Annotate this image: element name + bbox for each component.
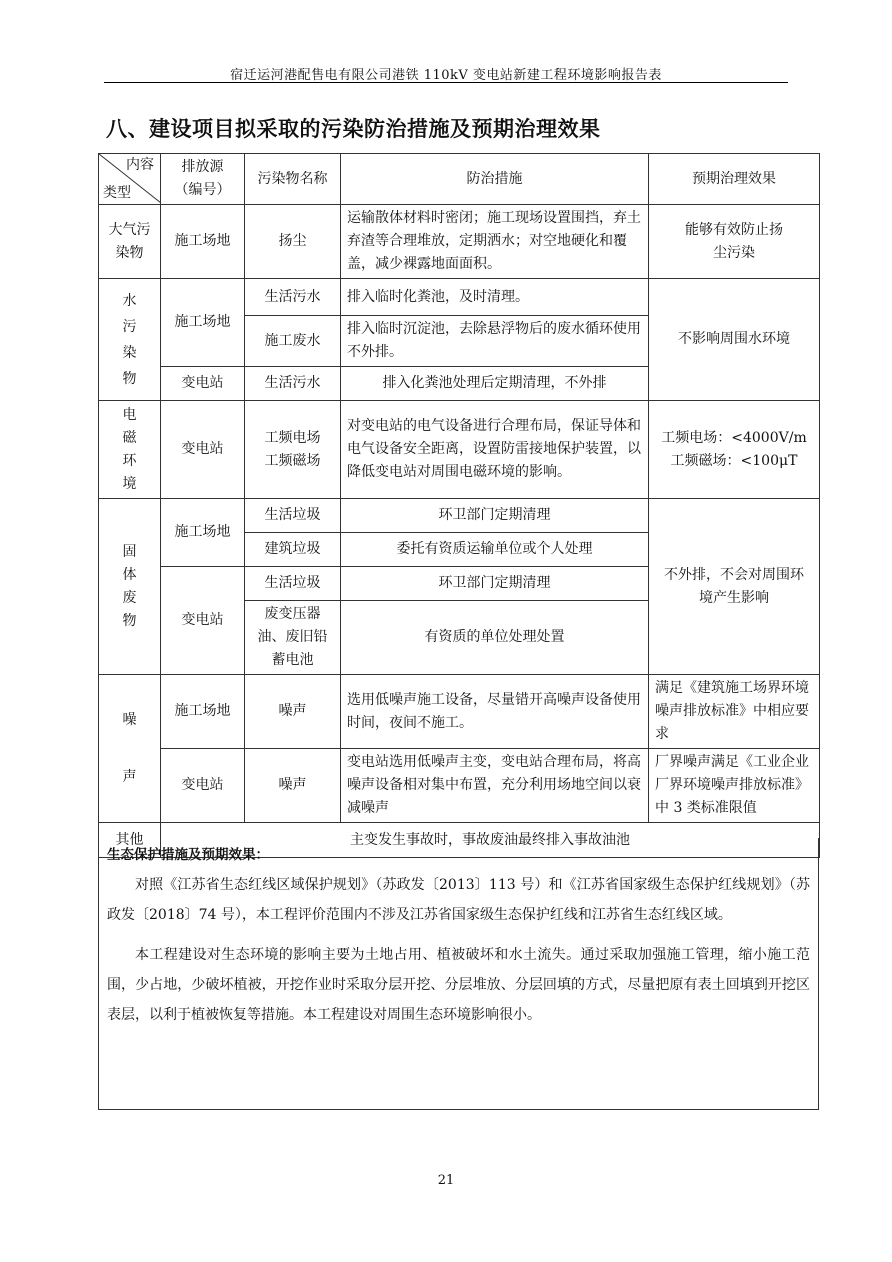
pollutant-solid-4: 废变压器油、废旧铅蓄电池	[245, 601, 341, 675]
effect-noise-2: 厂界噪声满足《工业企业厂界环境噪声排放标准》中 3 类标准限值	[649, 749, 820, 823]
type-noise-bottom: 声	[122, 768, 137, 785]
source-noise-construction: 施工场地	[161, 675, 245, 749]
type-noise-top: 噪	[122, 711, 137, 728]
type-solid-text: 固体废物	[122, 543, 137, 629]
table-row-em	[99, 401, 820, 499]
measure-solid-1: 环卫部门定期清理	[341, 499, 649, 533]
source-water-construction: 施工场地	[161, 279, 245, 367]
effect-em: 工频电场：<4000V/m 工频磁场：<100μT	[649, 401, 820, 499]
effect-water: 不影响周围水环境	[649, 279, 820, 401]
eco-paragraph-2: 本工程建设对生态环境的影响主要为土地占用、植被破坏和水土流失。通过采取加强施工管理，缩小施工范围，少占地，少破坏植被，开挖作业时采取分层开挖、分层堆放、分层回填的方式，尽量把原有表土回填到开挖区表层，以利于植被恢复等措施。本工程建设对周围生态环境影响很小。	[107, 947, 810, 1023]
type-water-text: 水污染物	[122, 292, 137, 387]
measure-water-3: 排入化粪池处理后定期清理，不外排	[341, 367, 649, 401]
other-text: 主变发生事故时，事故废油最终排入事故油池	[161, 823, 820, 858]
eco-title: 生态保护措施及预期效果：	[107, 847, 269, 863]
diagonal-header-cell	[99, 154, 161, 205]
pollutant-noise-2: 噪声	[245, 749, 341, 823]
col-header-pollutant: 污染物名称	[245, 154, 341, 205]
type-water	[99, 279, 161, 401]
pollutant-water-3: 生活污水	[245, 367, 341, 401]
pollutant-em: 工频电场 工频磁场	[245, 401, 341, 499]
pollutant-water-1: 生活污水	[245, 279, 341, 316]
type-em-text: 电磁环境	[122, 406, 137, 492]
source-solid-construction: 施工场地	[161, 499, 245, 567]
measure-solid-3: 环卫部门定期清理	[341, 567, 649, 601]
source-noise-substation: 变电站	[161, 749, 245, 823]
measure-water-2: 排入临时沉淀池，去除悬浮物后的废水循环使用不外排。	[341, 316, 649, 367]
diag-label-type: 类型	[103, 185, 131, 201]
pollutant-solid-3: 生活垃圾	[245, 567, 341, 601]
type-other: 其他	[99, 823, 161, 858]
table-row-air	[99, 205, 820, 279]
measure-solid-4: 有资质的单位处理处置	[341, 601, 649, 675]
pollutant-water-2: 施工废水	[245, 316, 341, 367]
col-header-source: 排放源 （编号）	[161, 154, 245, 205]
page-number: 21	[437, 1173, 455, 1188]
type-air: 大气污染物	[99, 205, 161, 279]
source-em: 变电站	[161, 401, 245, 499]
col-header-effect: 预期治理效果	[649, 154, 820, 205]
measure-em: 对变电站的电气设备进行合理布局，保证导体和电气设备安全距离，设置防雷接地保护装置，以降低变电站对周围电磁环境的影响。	[341, 401, 649, 499]
eco-protection-section	[98, 838, 819, 1110]
pollutant-air: 扬尘	[245, 205, 341, 279]
measure-air: 运输散体材料时密闭；施工现场设置围挡，弃土弃渣等合理堆放，定期洒水；对空地硬化和覆盖，减少裸露地面面积。	[341, 205, 649, 279]
source-solid-substation: 变电站	[161, 567, 245, 675]
section-title: 八、建设项目拟采取的污染防治措施及预期治理效果	[106, 117, 601, 141]
type-solid	[99, 499, 161, 675]
source-water-substation: 变电站	[161, 367, 245, 401]
table-header-row	[99, 154, 820, 205]
table-row-noise-1	[99, 675, 820, 749]
measure-noise-2: 变电站选用低噪声主变，变电站合理布局，将高噪声设备相对集中布置，充分利用场地空间以衰减噪声	[341, 749, 649, 823]
measure-water-1: 排入临时化粪池，及时清理。	[341, 279, 649, 316]
type-noise	[99, 675, 161, 823]
col-header-measure: 防治措施	[341, 154, 649, 205]
running-header: 宿迁运河港配售电有限公司港铁 110kV 变电站新建工程环境影响报告表	[230, 68, 662, 83]
pollutant-solid-2: 建筑垃圾	[245, 533, 341, 567]
pollutant-noise-1: 噪声	[245, 675, 341, 749]
source-air: 施工场地	[161, 205, 245, 279]
effect-solid: 不外排，不会对周围环境产生影响	[649, 499, 820, 675]
pollutant-solid-1: 生活垃圾	[245, 499, 341, 533]
measure-noise-1: 选用低噪声施工设备，尽量错开高噪声设备使用时间，夜间不施工。	[341, 675, 649, 749]
type-em	[99, 401, 161, 499]
pollution-control-table	[98, 153, 820, 858]
effect-air: 能够有效防止扬尘污染	[649, 205, 820, 279]
table-row-solid-1	[99, 499, 820, 533]
header-rule	[104, 82, 788, 83]
measure-solid-2: 委托有资质运输单位或个人处理	[341, 533, 649, 567]
effect-noise-1: 满足《建筑施工场界环境噪声排放标准》中相应要求	[649, 675, 820, 749]
table-row-noise-2	[99, 749, 820, 823]
table-row-water-1	[99, 279, 820, 316]
eco-paragraph-1: 对照《江苏省生态红线区域保护规划》（苏政发〔2013〕113 号）和《江苏省国家级生态保护红线规划》（苏政发〔2018〕74 号），本工程评价范围内不涉及江苏省国家级生态保护红线和江苏省生态红线区域。	[107, 877, 810, 923]
diag-label-content: 内容	[126, 157, 154, 173]
